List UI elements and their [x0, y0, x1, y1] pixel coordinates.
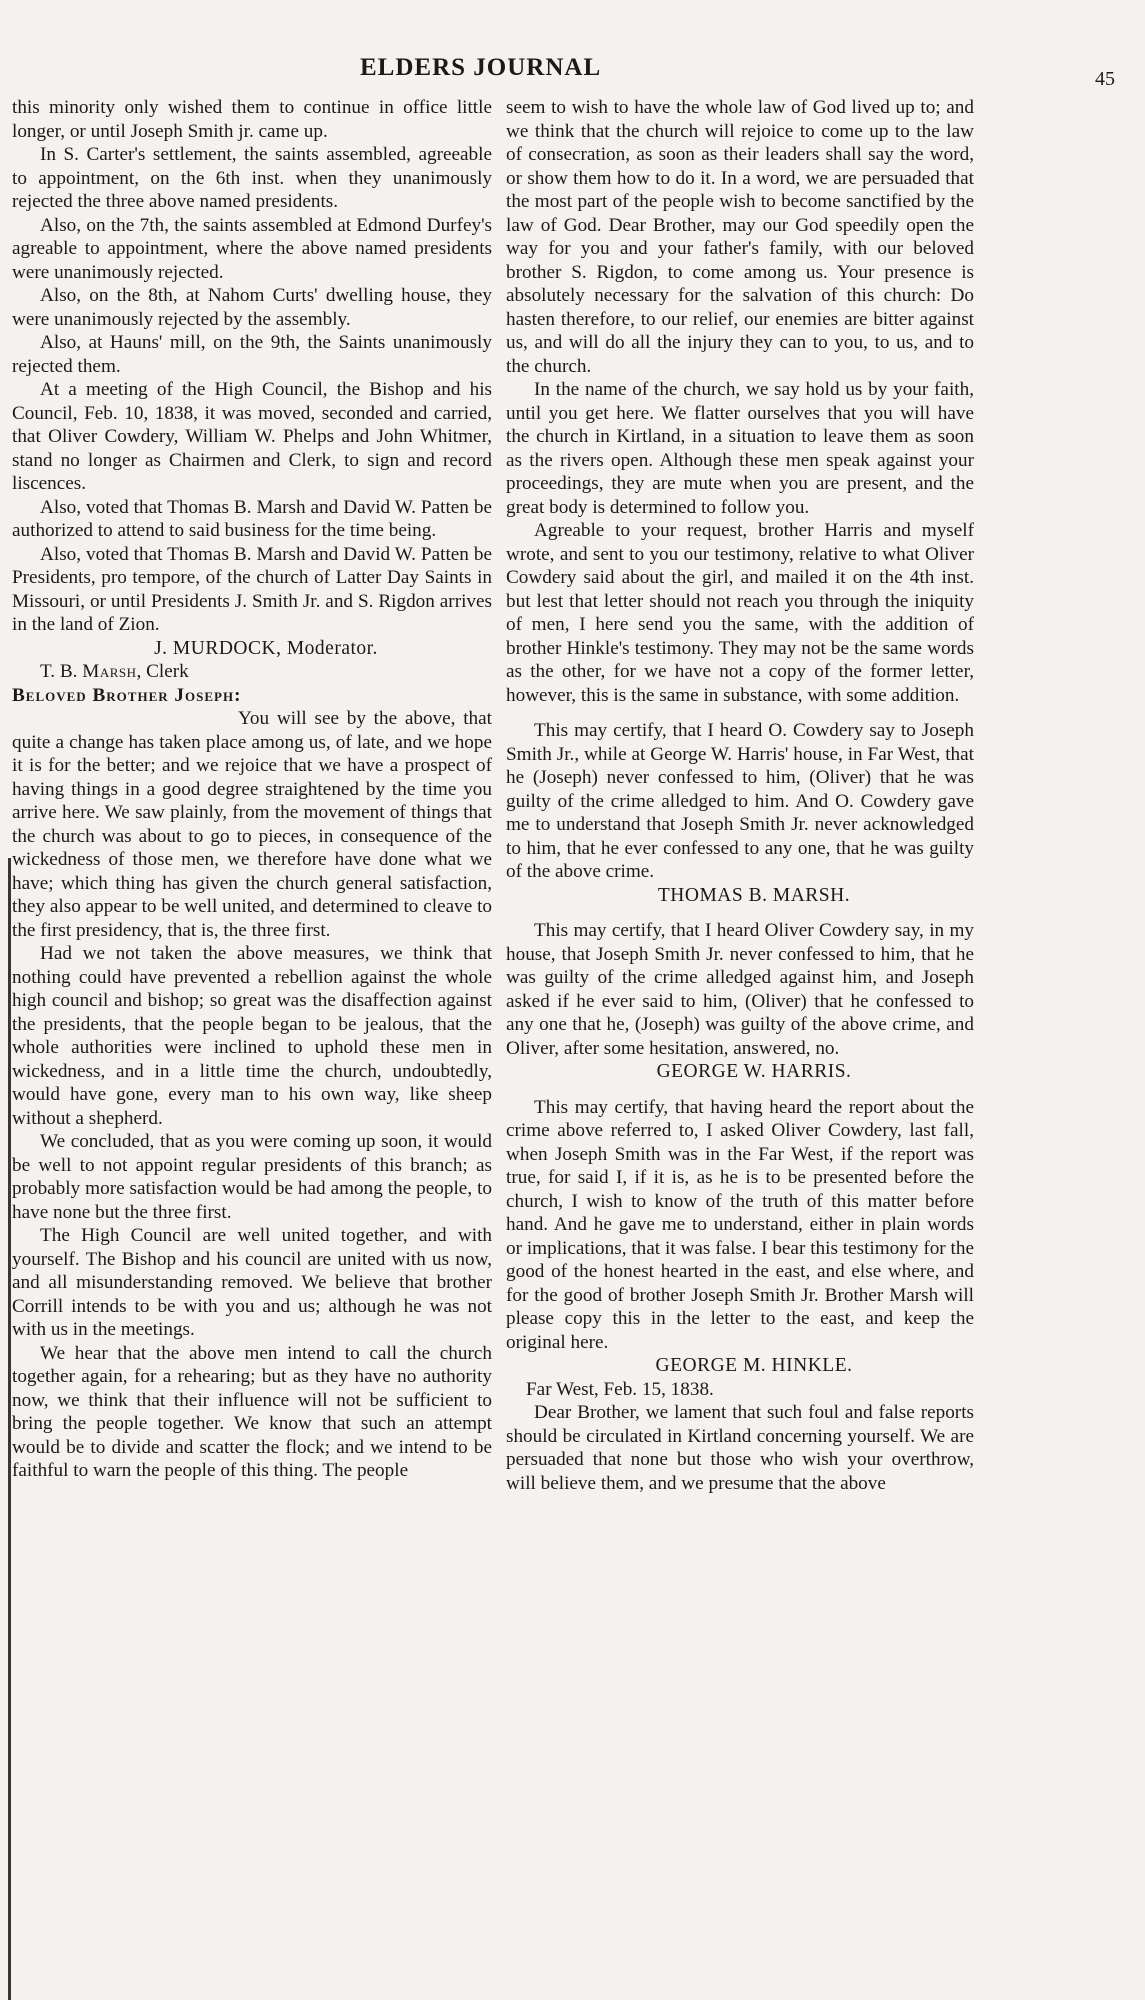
paragraph: Dear Brother, we lament that such foul and false reports should be circulated in Kirtland concerning yourself. We are persuaded that none but those who wish your overthrow, will believe them, and we presume that the above	[506, 1402, 974, 1494]
page-header	[0, 54, 1145, 94]
paragraph: The High Council are well united together, and with yourself. The Bishop and his council are united with us now, and all misunderstanding removed. We believe that brother Corrill intends to be with you and us; although he was not with us in the meetings.	[12, 1225, 492, 1340]
spacer	[506, 1084, 974, 1096]
paragraph: Agreable to your request, brother Harris and myself wrote, and sent to you our testimony, relative to what Oliver Cowdery said about the girl, and mailed it on the 4th inst. but lest that letter should not reach you through the iniquity of men, I here send you the same, with the addition of brother Hinkle's testimony. They may not be the same words as the other, for we have not a copy of the former letter, however, this is the same in substance, with some addition.	[506, 520, 974, 706]
paragraph: This may certify, that I heard Oliver Cowdery say, in my house, that Joseph Smith Jr. never confessed to him, that he was guilty of the crime alledged against him, and Joseph asked if he ever said to him, (Oliver) that he confessed to any one that he, (Joseph) was guilty of the above crime, and Oliver, after some hesitation, answered, no.	[506, 920, 974, 1059]
paragraph: In S. Carter's settlement, the saints assembled, agreeable to appointment, on the 6th inst. when they unanimously rejected the three above named presidents.	[12, 144, 492, 212]
signature-george-hinkle: GEORGE M. HINKLE.	[655, 1355, 853, 1376]
paragraph: You will see by the above, that quite a change has taken place among us, of late, and we hope it is for the better; and we rejoice that we have a prospect of having things in a good degree straightened by the time you arrive here. We saw plainly, from the movement of things that the church was about to go to pieces, in consequence of the wickedness of those men, we therefore have done what we have; which thing has given the church general satisfaction, they also appear to be well united, and determined to cleave to the first presidency, that is, the three first.	[12, 708, 492, 941]
paragraph: Also, voted that Thomas B. Marsh and David W. Patten be Presidents, pro tempore, of the church of Latter Day Saints in Missouri, or until Presidents J. Smith Jr. and S. Rigdon arrives in the land of Zion.	[12, 543, 492, 635]
paragraph: In the name of the church, we say hold us by your faith, until you get here. We flatter ourselves that you will have the church in Kirtland, in a situation to leave them as soon as the rivers open. Although these men speak against your proceedings, they are mute when you are present, and the great body is determined to follow you.	[506, 379, 974, 518]
paragraph: This may certify, that having heard the report about the crime above referred to, I asked Oliver Cowdery, last fall, when Joseph Smith was in the Far West, if the report was true, for said I, if it is, as he is to be presented before the church, I wish to know of the truth of this matter before hand. And he gave me to understand, either in plain words or implications, that it was false. I bear this testimony for the good of the honest hearted in the east, and else where, and for the good of brother Joseph Smith Jr. Brother Marsh will please copy this in the letter to the east, and keep the original here.	[506, 1096, 974, 1353]
signature-george-harris: GEORGE W. HARRIS.	[656, 1061, 852, 1082]
date-line: Far West, Feb. 15, 1838.	[526, 1378, 714, 1400]
paragraph: Also, at Hauns' mill, on the 9th, the Saints unanimously rejected them.	[12, 332, 492, 377]
spacer	[506, 707, 974, 719]
salutation: Beloved Brother Joseph:	[12, 684, 242, 706]
right-column	[506, 96, 974, 1495]
left-column	[12, 96, 492, 1483]
paragraph: This may certify, that I heard O. Cowdery say to Joseph Smith Jr., while at George W. Harris' house, in Far West, that he (Joseph) never confessed to him, (Oliver) that he was guilty of the crime alledged to him. And O. Cowdery gave me to understand that Joseph Smith Jr. never acknowledged to him, that he ever confessed to any one, that he was guilty of the above crime.	[506, 720, 974, 882]
column-margin-rule	[8, 858, 11, 2000]
paragraph: Also, voted that Thomas B. Marsh and David W. Patten be authorized to attend to said business for the time being.	[12, 496, 492, 541]
paragraph: Had we not taken the above measures, we think that nothing could have prevented a rebellion against the whole high council and bishop; so great was the disaffection against the presidents, that the people began to be jealous, that the whole authorities were inclined to uphold these men in wickedness, and in a little time the church, undoubtedly, would have gone, every man to his own way, like sheep without a shepherd.	[12, 943, 492, 1129]
page-number: 45	[1095, 68, 1115, 90]
paragraph: this minority only wished them to continue in office little longer, or until Joseph Smith jr. came up.	[12, 97, 492, 142]
signature-initials: T. B.	[40, 661, 78, 682]
signature-murdock: J. MURDOCK, Moderator.	[154, 637, 378, 659]
paragraph: seem to wish to have the whole law of God lived up to; and we think that the church will rejoice to come up to the law of consecration, as soon as their leaders shall say the word, or show them how to do it. In a word, we are persuaded that the most part of the people wish to become sanctified by the law of God. Dear Brother, may our God speedily open the way for you and your father's family, with our beloved brother S. Rigdon, to come among us. Your presence is absolutely necessary for the salvation of this church: Do hasten therefore, to our relief, our enemies are bitter against us, and will do all the injury they can to you, to us, and to the church.	[506, 97, 974, 377]
signature-thomas-marsh: THOMAS B. MARSH.	[657, 884, 851, 906]
paragraph: We hear that the above men intend to call the church together again, for a rehearing; but as they have no authority now, we think that their influence will not be sufficient to bring the people together. We know that such an attempt would be to divide and scatter the flock; and we intend to be faithful to warn the people of this thing. The people	[12, 1342, 492, 1481]
paragraph: Also, on the 8th, at Nahom Curts' dwelling house, they were unanimously rejected by the assembly.	[12, 285, 492, 330]
signature-title: , Clerk	[136, 661, 189, 682]
running-title: ELDERS JOURNAL	[360, 54, 602, 81]
spacer	[506, 907, 974, 919]
signature-marsh-clerk	[12, 660, 492, 684]
paragraph: We concluded, that as you were coming up soon, it would be well to not appoint regular presidents of this branch; as probably more satisfaction would be had among the people, to have none but the three first.	[12, 1131, 492, 1223]
paragraph: At a meeting of the High Council, the Bishop and his Council, Feb. 10, 1838, it was moved, seconded and carried, that Oliver Cowdery, William W. Phelps and John Whitmer, stand no longer as Chairmen and Clerk, to sign and record liscences.	[12, 379, 492, 494]
signature-surname: Marsh	[82, 661, 137, 682]
paragraph: Also, on the 7th, the saints assembled at Edmond Durfey's agreable to appointment, where the above named presidents were unanimously rejected.	[12, 214, 492, 283]
